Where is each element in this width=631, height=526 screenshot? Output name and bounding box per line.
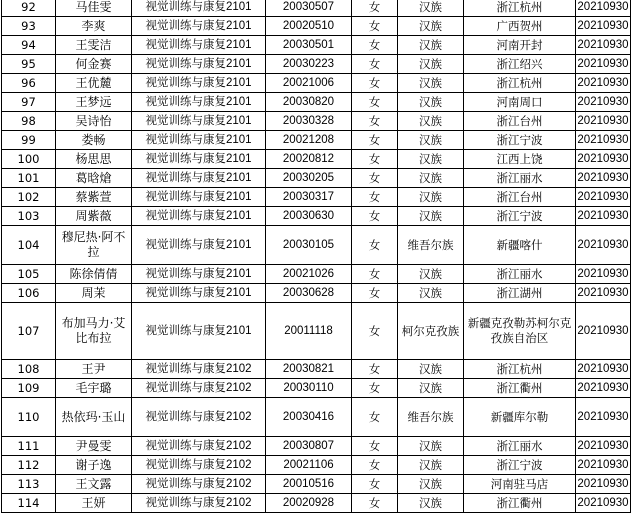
cell-class: 视觉训练与康复2101 (132, 131, 266, 150)
cell-ethnicity: 汉族 (398, 284, 464, 303)
cell-name: 周茉 (56, 284, 132, 303)
cell-birth-date: 20030205 (266, 169, 352, 188)
cell-class: 视觉训练与康复2101 (132, 150, 266, 169)
cell-name: 毛宇璐 (56, 379, 132, 398)
cell-enroll-date: 20210930 (576, 150, 631, 169)
table-row (2, 379, 631, 398)
cell-enroll-date: 20210930 (576, 188, 631, 207)
cell-birth-date: 20030807 (266, 437, 352, 456)
table-row (2, 207, 631, 226)
cell-origin: 浙江台州 (464, 112, 576, 131)
cell-enroll-date: 20210930 (576, 36, 631, 55)
cell-enroll-date: 20210930 (576, 360, 631, 379)
table-row (2, 93, 631, 112)
table-row (2, 226, 631, 265)
cell-name: 李爽 (56, 17, 132, 36)
cell-origin: 浙江衢州 (464, 379, 576, 398)
cell-enroll-date: 20210930 (576, 475, 631, 494)
cell-enroll-date: 20210930 (576, 379, 631, 398)
cell-enroll-date: 20210930 (576, 169, 631, 188)
cell-class: 视觉训练与康复2101 (132, 265, 266, 284)
cell-number: 105 (2, 265, 56, 284)
cell-name: 王尹 (56, 360, 132, 379)
cell-class: 视觉训练与康复2102 (132, 360, 266, 379)
cell-ethnicity: 维吾尔族 (398, 398, 464, 437)
cell-class: 视觉训练与康复2101 (132, 303, 266, 360)
cell-ethnicity: 汉族 (398, 456, 464, 475)
cell-number: 96 (2, 74, 56, 93)
table-row (2, 0, 631, 17)
cell-gender: 女 (352, 131, 398, 150)
table-row (2, 17, 631, 36)
cell-birth-date: 20030328 (266, 112, 352, 131)
cell-birth-date: 20030223 (266, 55, 352, 74)
cell-ethnicity: 汉族 (398, 17, 464, 36)
cell-birth-date: 20030630 (266, 207, 352, 226)
cell-class: 视觉训练与康复2101 (132, 169, 266, 188)
roster-body (2, 0, 631, 513)
cell-enroll-date: 20210930 (576, 398, 631, 437)
cell-name: 何金赛 (56, 55, 132, 74)
cell-number: 112 (2, 456, 56, 475)
cell-enroll-date: 20210930 (576, 74, 631, 93)
cell-number: 101 (2, 169, 56, 188)
cell-class: 视觉训练与康复2102 (132, 456, 266, 475)
cell-birth-date: 20020812 (266, 150, 352, 169)
cell-class: 视觉训练与康复2101 (132, 226, 266, 265)
cell-gender: 女 (352, 398, 398, 437)
cell-name: 布加马力·艾比布拉 (56, 303, 132, 360)
cell-gender: 女 (352, 93, 398, 112)
cell-ethnicity: 汉族 (398, 437, 464, 456)
cell-gender: 女 (352, 169, 398, 188)
table-row (2, 398, 631, 437)
cell-class: 视觉训练与康复2102 (132, 398, 266, 437)
cell-birth-date: 20030501 (266, 36, 352, 55)
cell-origin: 广西贺州 (464, 17, 576, 36)
cell-birth-date: 20030507 (266, 0, 352, 17)
cell-ethnicity: 汉族 (398, 93, 464, 112)
cell-ethnicity: 汉族 (398, 207, 464, 226)
cell-number: 104 (2, 226, 56, 265)
cell-number: 107 (2, 303, 56, 360)
cell-gender: 女 (352, 150, 398, 169)
cell-ethnicity: 汉族 (398, 131, 464, 150)
cell-name: 热依玛·玉山 (56, 398, 132, 437)
table-row (2, 169, 631, 188)
cell-origin: 浙江绍兴 (464, 55, 576, 74)
cell-ethnicity: 汉族 (398, 169, 464, 188)
cell-birth-date: 20030416 (266, 398, 352, 437)
cell-birth-date: 20021208 (266, 131, 352, 150)
cell-class: 视觉训练与康复2101 (132, 207, 266, 226)
cell-name: 尹曼雯 (56, 437, 132, 456)
cell-origin: 河南开封 (464, 36, 576, 55)
cell-enroll-date: 20210930 (576, 55, 631, 74)
cell-enroll-date: 20210930 (576, 207, 631, 226)
cell-origin: 江西上饶 (464, 150, 576, 169)
cell-number: 99 (2, 131, 56, 150)
table-row (2, 150, 631, 169)
cell-ethnicity: 汉族 (398, 265, 464, 284)
cell-gender: 女 (352, 494, 398, 513)
cell-origin: 新疆克孜勒苏柯尔克孜族自治区 (464, 303, 576, 360)
cell-birth-date: 20011118 (266, 303, 352, 360)
cell-birth-date: 20020928 (266, 494, 352, 513)
cell-ethnicity: 汉族 (398, 0, 464, 17)
cell-number: 97 (2, 93, 56, 112)
cell-birth-date: 20030628 (266, 284, 352, 303)
cell-enroll-date: 20210930 (576, 284, 631, 303)
cell-class: 视觉训练与康复2101 (132, 0, 266, 17)
cell-origin: 浙江湖州 (464, 284, 576, 303)
cell-number: 94 (2, 36, 56, 55)
cell-number: 98 (2, 112, 56, 131)
cell-ethnicity: 汉族 (398, 112, 464, 131)
cell-number: 110 (2, 398, 56, 437)
cell-ethnicity: 汉族 (398, 74, 464, 93)
cell-class: 视觉训练与康复2102 (132, 379, 266, 398)
table-row (2, 74, 631, 93)
cell-name: 马佳雯 (56, 0, 132, 17)
student-roster-table (1, 0, 631, 513)
cell-name: 陈徐倩倩 (56, 265, 132, 284)
cell-origin: 新疆库尔勒 (464, 398, 576, 437)
cell-gender: 女 (352, 17, 398, 36)
cell-name: 周紫薇 (56, 207, 132, 226)
cell-gender: 女 (352, 303, 398, 360)
cell-gender: 女 (352, 265, 398, 284)
cell-gender: 女 (352, 475, 398, 494)
cell-origin: 浙江宁波 (464, 131, 576, 150)
cell-ethnicity: 汉族 (398, 36, 464, 55)
table-row (2, 437, 631, 456)
cell-name: 杨思思 (56, 150, 132, 169)
cell-birth-date: 20030317 (266, 188, 352, 207)
cell-birth-date: 20020510 (266, 17, 352, 36)
cell-name: 王文露 (56, 475, 132, 494)
cell-number: 93 (2, 17, 56, 36)
cell-ethnicity: 维吾尔族 (398, 226, 464, 265)
cell-enroll-date: 20210930 (576, 0, 631, 17)
cell-birth-date: 20021026 (266, 265, 352, 284)
cell-name: 谢子逸 (56, 456, 132, 475)
table-row (2, 475, 631, 494)
cell-class: 视觉训练与康复2101 (132, 36, 266, 55)
cell-gender: 女 (352, 437, 398, 456)
cell-name: 娄畅 (56, 131, 132, 150)
cell-birth-date: 20010516 (266, 475, 352, 494)
cell-name: 王优麓 (56, 74, 132, 93)
cell-number: 114 (2, 494, 56, 513)
cell-number: 100 (2, 150, 56, 169)
cell-gender: 女 (352, 284, 398, 303)
cell-origin: 浙江丽水 (464, 265, 576, 284)
cell-enroll-date: 20210930 (576, 112, 631, 131)
table-row (2, 188, 631, 207)
cell-origin: 浙江丽水 (464, 169, 576, 188)
cell-number: 92 (2, 0, 56, 17)
cell-class: 视觉训练与康复2101 (132, 112, 266, 131)
cell-ethnicity: 柯尔克孜族 (398, 303, 464, 360)
cell-origin: 浙江宁波 (464, 456, 576, 475)
table-row (2, 456, 631, 475)
table-row (2, 131, 631, 150)
cell-gender: 女 (352, 188, 398, 207)
cell-name: 王雯洁 (56, 36, 132, 55)
cell-gender: 女 (352, 0, 398, 17)
cell-number: 102 (2, 188, 56, 207)
cell-class: 视觉训练与康复2101 (132, 55, 266, 74)
cell-gender: 女 (352, 360, 398, 379)
cell-gender: 女 (352, 55, 398, 74)
cell-gender: 女 (352, 379, 398, 398)
cell-name: 王妍 (56, 494, 132, 513)
cell-name: 王梦远 (56, 93, 132, 112)
table-row (2, 55, 631, 74)
cell-ethnicity: 汉族 (398, 360, 464, 379)
cell-birth-date: 20021106 (266, 456, 352, 475)
cell-birth-date: 20030110 (266, 379, 352, 398)
cell-enroll-date: 20210930 (576, 17, 631, 36)
cell-name: 葛晗熗 (56, 169, 132, 188)
cell-origin: 新疆喀什 (464, 226, 576, 265)
cell-origin: 浙江台州 (464, 188, 576, 207)
cell-ethnicity: 汉族 (398, 379, 464, 398)
cell-origin: 河南周口 (464, 93, 576, 112)
cell-gender: 女 (352, 207, 398, 226)
cell-gender: 女 (352, 226, 398, 265)
table-row (2, 284, 631, 303)
table-row (2, 360, 631, 379)
cell-class: 视觉训练与康复2101 (132, 74, 266, 93)
cell-number: 113 (2, 475, 56, 494)
cell-class: 视觉训练与康复2102 (132, 494, 266, 513)
cell-number: 103 (2, 207, 56, 226)
cell-number: 95 (2, 55, 56, 74)
cell-gender: 女 (352, 36, 398, 55)
table-row (2, 303, 631, 360)
cell-birth-date: 20021006 (266, 74, 352, 93)
cell-origin: 浙江杭州 (464, 360, 576, 379)
cell-enroll-date: 20210930 (576, 93, 631, 112)
cell-enroll-date: 20210930 (576, 494, 631, 513)
cell-gender: 女 (352, 112, 398, 131)
cell-number: 111 (2, 437, 56, 456)
cell-ethnicity: 汉族 (398, 494, 464, 513)
cell-ethnicity: 汉族 (398, 150, 464, 169)
cell-gender: 女 (352, 74, 398, 93)
cell-class: 视觉训练与康复2102 (132, 475, 266, 494)
cell-enroll-date: 20210930 (576, 265, 631, 284)
cell-ethnicity: 汉族 (398, 475, 464, 494)
table-row (2, 494, 631, 513)
cell-class: 视觉训练与康复2101 (132, 188, 266, 207)
cell-class: 视觉训练与康复2101 (132, 17, 266, 36)
cell-enroll-date: 20210930 (576, 303, 631, 360)
cell-origin: 浙江杭州 (464, 0, 576, 17)
cell-birth-date: 20030105 (266, 226, 352, 265)
cell-origin: 浙江宁波 (464, 207, 576, 226)
cell-number: 106 (2, 284, 56, 303)
cell-birth-date: 20030820 (266, 93, 352, 112)
cell-class: 视觉训练与康复2102 (132, 437, 266, 456)
cell-name: 蔡紫萱 (56, 188, 132, 207)
cell-enroll-date: 20210930 (576, 131, 631, 150)
cell-enroll-date: 20210930 (576, 437, 631, 456)
cell-origin: 浙江衢州 (464, 494, 576, 513)
cell-name: 吴诗怡 (56, 112, 132, 131)
cell-origin: 河南驻马店 (464, 475, 576, 494)
cell-gender: 女 (352, 456, 398, 475)
cell-class: 视觉训练与康复2101 (132, 284, 266, 303)
table-row (2, 36, 631, 55)
cell-ethnicity: 汉族 (398, 55, 464, 74)
cell-name: 穆尼热·阿不拉 (56, 226, 132, 265)
cell-birth-date: 20030821 (266, 360, 352, 379)
cell-enroll-date: 20210930 (576, 226, 631, 265)
cell-ethnicity: 汉族 (398, 188, 464, 207)
cell-number: 108 (2, 360, 56, 379)
cell-origin: 浙江杭州 (464, 74, 576, 93)
cell-enroll-date: 20210930 (576, 456, 631, 475)
cell-origin: 浙江丽水 (464, 437, 576, 456)
table-row (2, 112, 631, 131)
cell-number: 109 (2, 379, 56, 398)
cell-class: 视觉训练与康复2101 (132, 93, 266, 112)
table-row (2, 265, 631, 284)
